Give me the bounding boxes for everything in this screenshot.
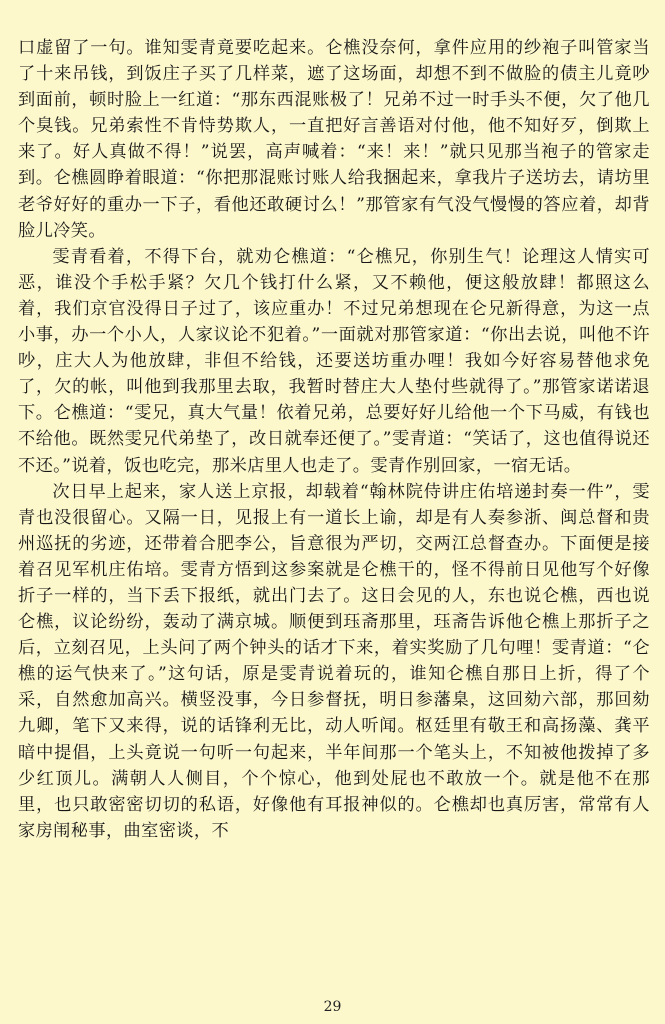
paragraph-3: 次日早上起来，家人送上京报，却载着“翰林院侍讲庄佑培递封奏一件”，雯青也没很留心。又隔一日，见报上有一道长上谕，却是有人奏参浙、闽总督和贵州巡抚的劣迹，还带着合肥李公，旨意很为严切，交两江总督查办。下面便是接着召见军机庄佑培。雯青方悟到这参案就是仑樵干的，怪不得前日见他写个好像折子一样的，当下丢下报纸，就出门去了。这日会见的人，东也说仑樵，西也说仑樵，议论纷纷，轰动了满京城。顺便到珏斋那里，珏斋告诉他仑樵上那折子之后，立刻召见，上头问了两个钟头的话才下来，着实奖励了几句哩！雯青道：“仑樵的运气快来了。”这句话，原是雯青说着玩的，谁知仑樵自那日上折，得了个采，自然愈加高兴。横竖没事，今日参督抚，明日参藩臬，这回劾六部，那回劾九卿，笔下又来得，说的话锋利无比，动人听闻。枢廷里有敬王和高扬藻、龚平暗中提倡，上头竟说一句听一句起来，半年间那一个笔头上，不知被他拨掉了多少红顶儿。满朝人人侧目，个个惊心，他到处屁也不敢放一个。就是他不在那里，也只敢密密切切的私语，好像他有耳报神似的。仑樵却也真厉害，常常有人家房闱秘事，曲室密谈，不 xyxy=(18,481,650,841)
paragraph-1: 口虚留了一句。谁知雯青竟要吃起来。仑樵没奈何，拿件应用的纱袍子叫管家当了十来吊钱，到饭庄子买了几样菜，遮了这场面，却想不到不做脸的债主儿竟吵到面前，顿时脸上一红道：“那东西混账极了！兄弟不过一时手头不便，欠了他几个臭钱。兄弟索性不肯恃势欺人，一直把好言善语对付他，他不知好歹，倒欺上来了。好人真做不得！”说罢，高声喊着：“来！来！”就只见那当袍子的管家走到。仑樵圆睁着眼道：“你把那混账讨账人给我捆起来，拿我片子送坊去，请坊里老爷好好的重办一下子，看他还敢硬讨么！”那管家有气没气慢慢的答应着，却背脸儿冷笑。 xyxy=(18,38,650,241)
book-page xyxy=(18,35,650,844)
page-number: 29 xyxy=(323,999,342,1015)
paragraph-2: 雯青看着，不得下台，就劝仑樵道：“仑樵兄，你别生气！论理这人情实可恶，谁没个手松手紧？欠几个钱打什么紧，又不赖他，便这般放肆！都照这么着，我们京官没得日子过了，该应重办！不过兄弟想现在仑兄新得意，为这一点小事，办一个小人，人家议论不犯着。”一面就对那管家道：“你出去说，叫他不许吵，庄大人为他放肆，非但不给钱，还要送坊重办哩！我如今好容易替他求免了，欠的帐，叫他到我那里去取，我暂时替庄大人垫付些就得了。”那管家诺诺退下。仑樵道：“雯兄，真大气量！依着兄弟，总要好好儿给他一个下马威，有钱也不给他。既然雯兄代弟垫了，改日就奉还便了。”雯青道：“笑话了，这也值得说还不还。”说着，饭也吃完，那米店里人也走了。雯青作别回家，一宿无话。 xyxy=(18,246,650,476)
